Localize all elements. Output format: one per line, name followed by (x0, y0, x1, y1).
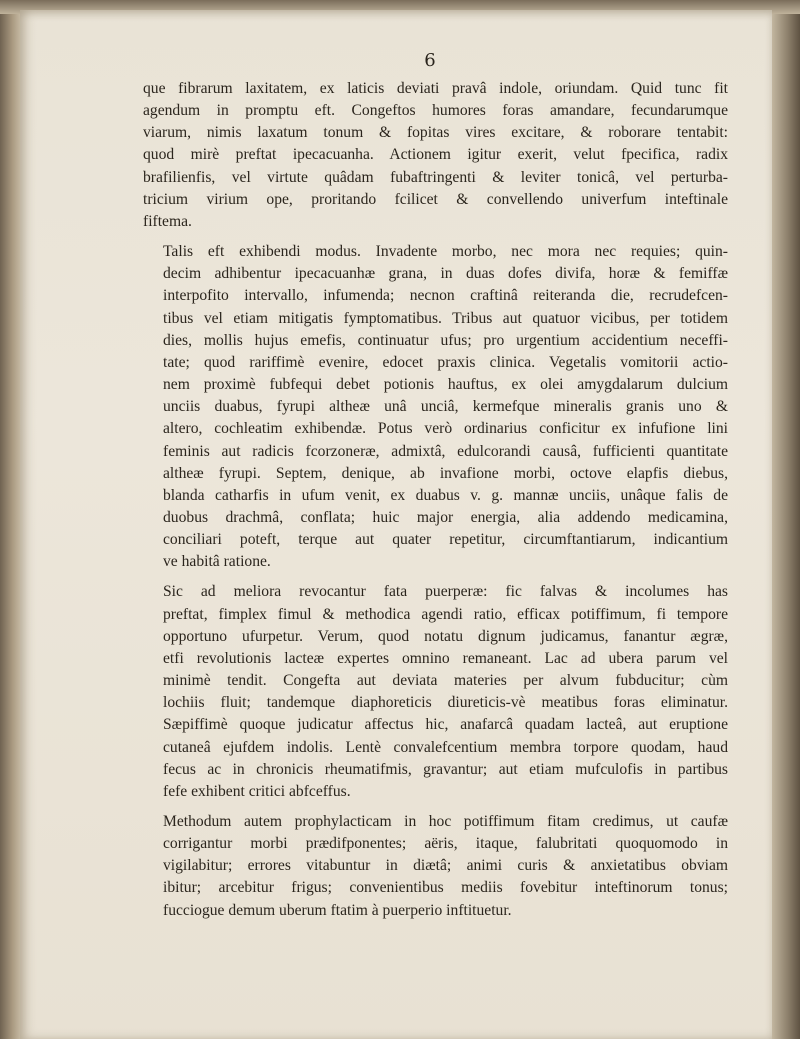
text-line: lochiis fluit; tandemque diaphoreticis diureticis-vè meatibus foras eliminatur. (163, 694, 728, 712)
text-line: ve habitâ ratione. (163, 553, 271, 571)
text-line: Sæpiffimè quoque judicatur affectus hic, anafarcâ quadam lacteâ, aut eruptione (163, 716, 728, 734)
text-line: blanda catharfis in ufum venit, ex duabus v. g. mannæ unciis, unâque falis de (163, 486, 728, 504)
text-line: duobus drachmâ, conflata; huic major energia, alia addendo medicamina, (163, 508, 728, 526)
text-line: decim adhibentur ipecacuanhæ grana, in duas dofes divifa, horæ & femiffæ (163, 265, 728, 283)
text-line: Sic ad meliora revocantur fata puerperæ: fic falvas & incolumes has (163, 583, 728, 601)
text-line: fefe exhibent critici abfceffus. (163, 782, 351, 800)
text-line: cutaneâ ejufdem indolis. Lentè convalefcentium membra torpore quodam, haud (163, 738, 728, 756)
text-line: opportuno ufurpetur. Verum, quod notatu dignum judicamus, fanantur ægræ, (163, 627, 728, 645)
text-line: altheæ fyrupi. Septem, denique, ab invafione morbi, octove elapfis diebus, (163, 464, 728, 482)
text-line: interpofito intervallo, infumenda; necnon craftinâ reiteranda die, recrudefcen- (163, 287, 728, 305)
text-line: etfi revolutionis lacteæ expertes omnino remaneant. Lac ad ubera parum vel (163, 649, 728, 667)
book-gutter-left (0, 0, 22, 1039)
text-line: corrigantur morbi prædifponentes; aëris, itaque, falubritati quoquomodo in (163, 835, 728, 853)
paragraph-4 (143, 811, 728, 922)
paragraph-3 (143, 581, 728, 803)
text-line: fiftema. (143, 212, 192, 230)
text-line: preftat, fimplex fimul & methodica agendi ratio, efficax potiffimum, fi tempore (163, 605, 728, 623)
text-line: ibitur; arcebitur frigus; convenientibus mediis fovebitur inteftinorum tonus; (163, 879, 728, 897)
text-line: vigilabitur; errores vitabuntur in diætâ; animi curis & anxietatibus obviam (163, 857, 728, 875)
book-edge-right (770, 0, 800, 1039)
paragraph-2 (143, 241, 728, 573)
text-line: agendum in promptu eft. Congeftos humores foras amandare, fecundarumque (143, 102, 728, 120)
text-line: dies, mollis hujus emefis, continuatur ufus; pro urgentium accidentium neceffi- (163, 331, 728, 349)
page-number: 6 (424, 50, 436, 71)
text-line: unciis duabus, fyrupi altheæ unâ unciâ, kermefque mineralis granis uno & (163, 398, 728, 416)
text-line: minimè tendit. Congefta aut deviata materies per alvum fubducitur; cùm (163, 672, 728, 690)
text-line: altero, cochleatim exhibendæ. Potus verò ordinarius conficitur ex infufione lini (163, 420, 728, 438)
text-line: que fibrarum laxitatem, ex laticis deviati pravâ indole, oriundam. Quid tunc fit (143, 80, 728, 97)
page-body-text (143, 78, 728, 922)
text-line: feminis aut radicis fcorzoneræ, admixtâ, edulcorandi causâ, fufficienti quantitate (163, 442, 728, 460)
text-line: brafilienfis, vel virtute quâdam fubaftringenti & leviter tonicâ, vel perturba- (143, 168, 728, 186)
text-line: fecus ac in chronicis rheumatifmis, gravantur; aut etiam mufculofis in partibus (163, 760, 728, 778)
text-line: viarum, nimis laxatum tonum & fopitas vires excitare, & roborare tentabit: (143, 124, 728, 142)
text-line: Methodum autem prophylacticam in hoc potiffimum fitam credimus, ut caufæ (163, 813, 728, 830)
text-line: nem proximè fubfequi debet potionis hauftus, ex olei amygdalarum dulcium (163, 376, 728, 394)
text-line: fucciogue demum uberum ftatim à puerperio inftituetur. (163, 901, 512, 919)
paragraph-1 (143, 78, 728, 233)
text-line: conciliari poteft, terque aut quater repetitur, circumftantiarum, indicantium (163, 531, 728, 549)
text-line: tate; quod rariffimè evenire, edocet praxis clinica. Vegetalis vomitorii actio- (163, 353, 728, 371)
text-line: Talis eft exhibendi modus. Invadente morbo, nec mora nec requies; quin- (163, 243, 728, 261)
text-line: quod mirè preftat ipecacuanha. Actionem igitur exerit, velut fpecifica, radix (143, 146, 728, 164)
text-line: tricium virium ope, proritando fcilicet & convellendo univerfum inteftinale (143, 190, 728, 208)
text-line: tibus vel etiam mitigatis fymptomatibus. Tribus aut quatuor vicibus, per totidem (163, 309, 728, 327)
